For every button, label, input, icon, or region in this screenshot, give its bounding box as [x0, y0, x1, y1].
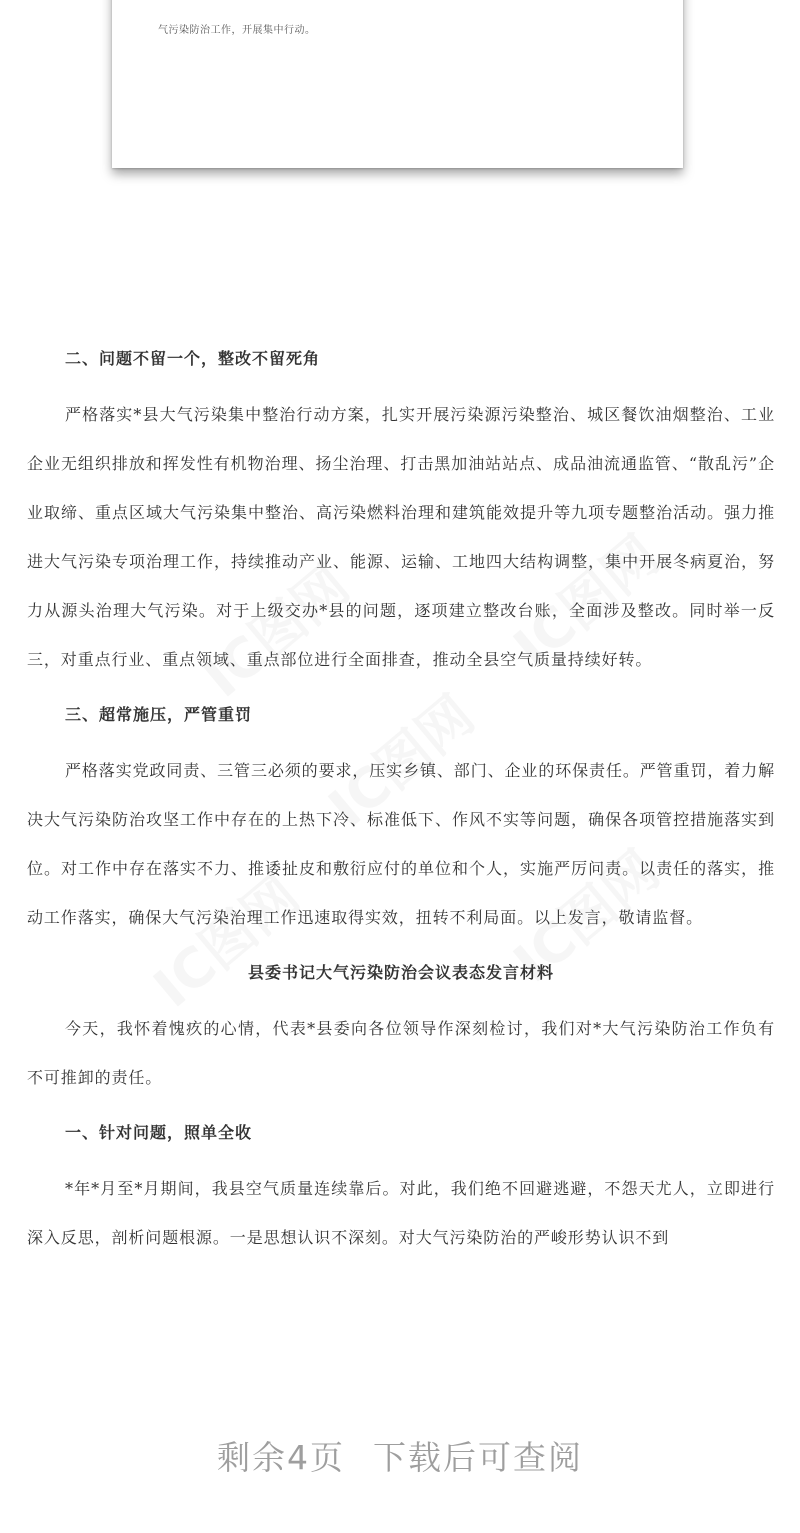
document-title: 县委书记大气污染防治会议表态发言材料: [247, 963, 554, 982]
watermark: IC图网: [191, 553, 361, 710]
download-to-view-label[interactable]: 下载后可查阅: [373, 1438, 583, 1477]
section-heading: 三、超常施压，严管重罚: [65, 705, 253, 724]
remaining-pages-label[interactable]: 剩余4页: [217, 1438, 345, 1477]
section-heading: 一、针对问题，照单全收: [65, 1123, 253, 1142]
watermark: IC图网: [501, 523, 671, 680]
watermark: IC图网: [316, 683, 486, 840]
previous-page-last-line: 气污染防治工作，开展集中行动。: [158, 25, 316, 36]
section-paragraph: 严格落实党政同责、三管三必须的要求，压实乡镇、部门、企业的环保责任。严管重罚，着力解决大气污染防治攻坚工作中存在的上热下冷、标准低下、作风不实等问题，确保各项管控措施落实到位。对工作中存在落实不力、推诿扯皮和敷衍应付的单位和个人，实施严厉问责。以责任的落实，推动工作落实，确保大气污染治理工作迅速取得实效，扭转不利局面。以上发言，敬请监督。: [27, 761, 775, 927]
document-body: [27, 335, 775, 1262]
intro-paragraph: 今天，我怀着愧疚的心情，代表*县委向各位领导作深刻检讨，我们对*大气污染防治工作负有不可推卸的责任。: [27, 1019, 775, 1087]
watermark: IC图网: [501, 838, 671, 995]
watermark: IC图网: [141, 863, 311, 1020]
section-paragraph: 严格落实*县大气污染集中整治行动方案，扎实开展污染源污染整治、城区餐饮油烟整治、工业企业无组织排放和挥发性有机物治理、扬尘治理、打击黑加油站站点、成品油流通监管、“散乱污”企业取缔、重点区域大气污染集中整治、高污染燃料治理和建筑能效提升等九项专题整治活动。强力推进大气污染专项治理工作，持续推动产业、能源、运输、工地四大结构调整，集中开展冬病夏治，努力从源头治理大气污染。对于上级交办*县的问题，逐项建立整改台账，全面涉及整改。同时举一反三，对重点行业、重点领域、重点部位进行全面排查，推动全县空气质量持续好转。: [27, 405, 775, 669]
section-paragraph: *年*月至*月期间，我县空气质量连续靠后。对此，我们绝不回避逃避，不怨天尤人，立即进行深入反思，剖析问题根源。一是思想认识不深刻。对大气污染防治的严峻形势认识不到: [27, 1179, 775, 1247]
download-prompt[interactable]: [0, 1432, 800, 1479]
section-heading: 二、问题不留一个，整改不留死角: [65, 349, 321, 368]
previous-page-card: [112, 0, 683, 168]
